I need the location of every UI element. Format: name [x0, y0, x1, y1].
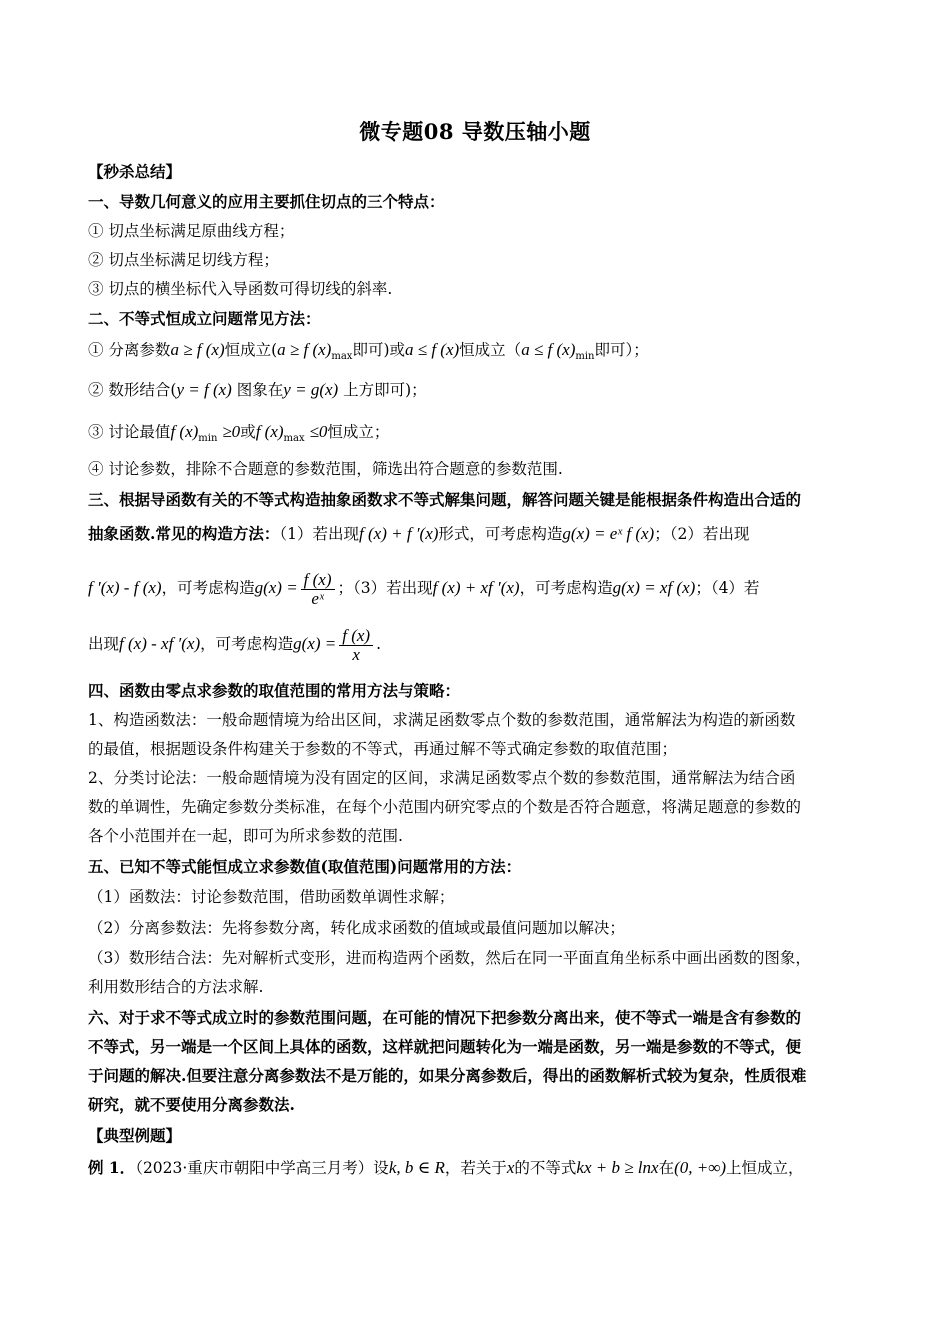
fraction-f-over-x: $\frac{f (x)}{x}$: [339, 627, 373, 664]
section-5-heading: 五、已知不等式能恒成立求参数值(取值范围)问题常用的方法：: [88, 857, 522, 876]
section-3-line-3: f ′(x) - f (x)，可考虑构造g(x) = $\frac{f (x)}{\text{eˣ}}$ ；（3）若出现f (x) + xf ′(x)，可考虑构造g(x) = xf (x)；（4）若: [88, 569, 760, 608]
section-2-line-3: ③ 讨论最值f $(x)_{min} \ge 0$或f $(x)_{max} \le 0$恒成立；: [88, 422, 390, 444]
section-4-paragraph-line: 的最值，根据题设条件构建关于参数的不等式，再通过解不等式确定参数的取值范围；: [88, 740, 678, 758]
section-4-paragraph-line: 数的单调性，先确定参数分类标准，在每个小范围内研究零点的个数是否符合题意，将满足题意的参数的: [88, 798, 802, 816]
section-2-line-4: ④ 讨论参数，排除不合题意的参数范围，筛选出符合题意的参数范围.: [88, 460, 563, 478]
section-3-line-2: 抽象函数.常见的构造方法：（1）若出现f (x) + f ′(x)形式，可考虑构造g(x) = eˣ f (x)；（2）若出现: [88, 524, 750, 543]
section-1-heading: 一、导数几何意义的应用主要抓住切点的三个特点：: [88, 192, 445, 211]
section-3-line-4: 出现f (x) - xf ′(x)，可考虑构造g(x) = $\frac{f (x)}{x}$ .: [88, 625, 382, 664]
section-5-item: （1）函数法：讨论参数范围，借助函数单调性求解；: [88, 888, 455, 906]
section-1-item: ① 切点坐标满足原曲线方程；: [88, 222, 295, 240]
section-5-item: （3）数形结合法：先对解析式变形，进而构造两个函数，然后在同一平面直角坐标系中画出函数的图象，: [88, 949, 811, 967]
section-2-heading: 二、不等式恒成立问题常见方法：: [88, 309, 321, 328]
page-title: 微专题08 导数压轴小题: [359, 119, 591, 144]
section-3-heading: 三、根据导函数有关的不等式构造抽象函数求不等式解集问题，解答问题关键是能根据条件构造出合适的: [88, 490, 802, 509]
section-4-paragraph-line: 各个小范围并在一起，即可为所求参数的范围.: [88, 827, 403, 845]
section-2-line-1: ① 分离参数a ≥ f (x)恒成立(a ≥ f $(x)_{max}$即可)或a ≤ f (x)恒成立（a ≤ f $(x)_{min}$即可）；: [88, 340, 649, 362]
section-6-line: 不等式，另一端是一个区间上具体的函数，这样就把问题转化为一端是函数，另一端是参数的不等式，便: [88, 1037, 802, 1056]
section-5-item: （2）分离参数法：先将参数分离，转化成求函数的值域或最值问题加以解决；: [88, 919, 625, 937]
example-1: 例 1．（2023·重庆市朝阳中学高三月考）设k, b ∈ R，若关于x的不等式kx + b ≥ lnx在(0, +∞)上恒成立，: [88, 1158, 804, 1177]
section-6-line: 研究，就不要使用分离参数法.: [88, 1095, 295, 1114]
examples-heading: 【典型例题】: [88, 1126, 182, 1145]
section-1-item: ② 切点坐标满足切线方程；: [88, 251, 279, 269]
section-4-heading: 四、函数由零点求参数的取值范围的常用方法与策略：: [88, 681, 461, 700]
section-2-line-2: ② 数形结合(y = f (x) 图象在y = g(x) 上方即可)；: [88, 380, 427, 399]
section-1-item: ③ 切点的横坐标代入导函数可得切线的斜率.: [88, 280, 393, 298]
section-6-line: 六、对于求不等式成立时的参数范围问题，在可能的情况下把参数分离出来，使不等式一端是含有参数的: [88, 1008, 802, 1027]
section-4-paragraph-line: 2、分类讨论法：一般命题情境为没有固定的区间，求满足函数零点个数的参数范围，通常解法为结合函: [88, 769, 796, 787]
fraction-f-over-ex: $\frac{f (x)}{\text{eˣ}}$: [301, 571, 335, 608]
section-4-paragraph-line: 1、构造函数法：一般命题情境为给出区间，求满足函数零点个数的参数范围，通常解法为构造的新函数: [88, 711, 796, 729]
section-6-line: 于问题的解决.但要注意分离参数法不是万能的，如果分离参数后，得出的函数解析式较为复杂，性质很难: [88, 1066, 807, 1085]
summary-heading: 【秒杀总结】: [88, 162, 182, 181]
section-5-item: 利用数形结合的方法求解.: [88, 978, 264, 996]
